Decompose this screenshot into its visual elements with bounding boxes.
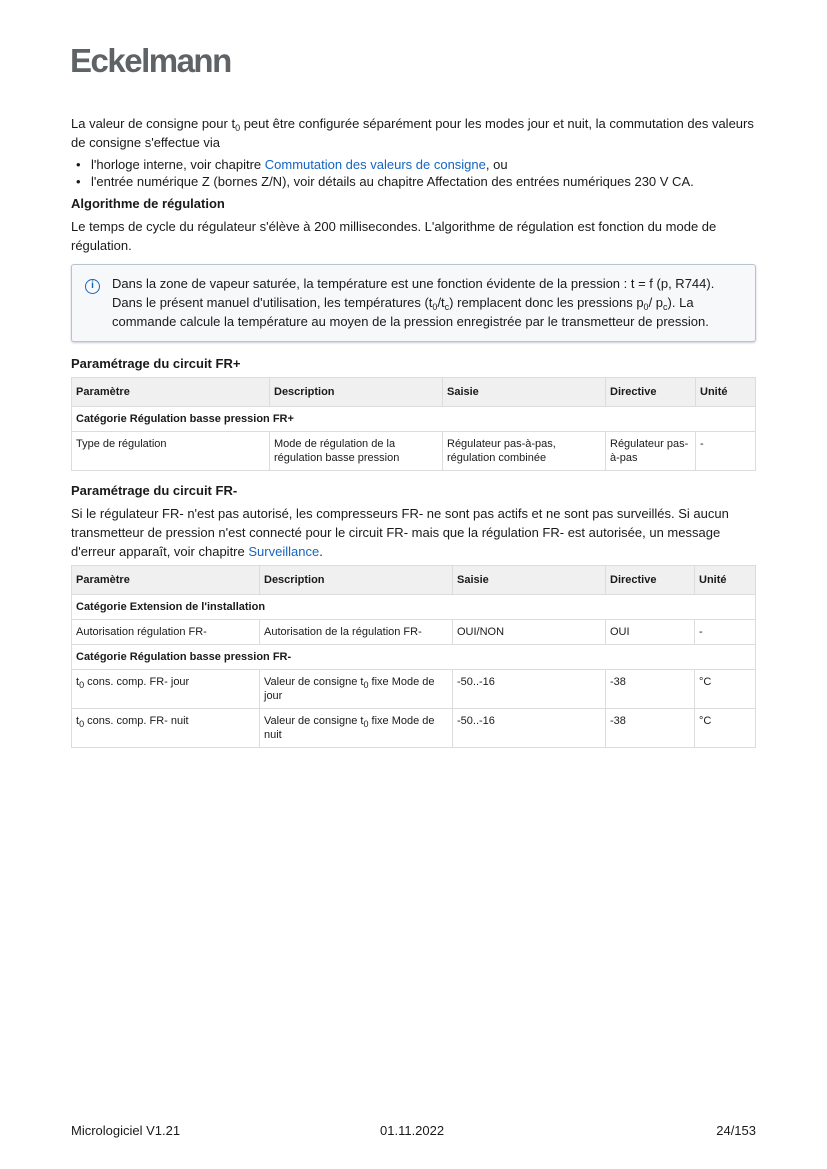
text: La valeur de consigne pour t bbox=[71, 116, 236, 131]
cell: °C bbox=[695, 670, 756, 709]
text: fixe Mode de nuit bbox=[264, 715, 435, 741]
header-cell: Directive bbox=[606, 378, 696, 407]
text: fixe Mode de jour bbox=[264, 676, 435, 702]
link-commutation[interactable]: Commutation des valeurs de consigne bbox=[264, 157, 486, 172]
subscript: 0 bbox=[363, 719, 369, 729]
header-cell: Paramètre bbox=[72, 378, 270, 407]
table-row bbox=[72, 709, 756, 748]
cell: -50..-16 bbox=[453, 709, 606, 748]
list-item bbox=[71, 173, 756, 190]
footer-version: Micrologiciel V1.21 bbox=[71, 1123, 181, 1138]
subscript: 0 bbox=[432, 302, 438, 312]
text: cons. comp. FR- jour bbox=[84, 676, 190, 688]
table-header bbox=[72, 566, 756, 595]
category-cell: Catégorie Extension de l'installation bbox=[72, 595, 756, 620]
section-heading: Paramétrage du circuit FR+ bbox=[71, 356, 241, 371]
algo-paragraph: Le temps de cycle du régulateur s'élève à 200 millisecondes. L'algorithme de régulation est fonction du mode de régulation. bbox=[71, 219, 717, 253]
info-note bbox=[71, 264, 756, 342]
table-row bbox=[72, 670, 756, 709]
text: / p bbox=[648, 295, 664, 310]
category-row bbox=[72, 407, 756, 432]
text: ) remplacent donc les pressions p bbox=[449, 295, 644, 310]
text: Dans la zone de vapeur saturée, la température est une fonction évidente de la pression : t = f (p, R744). Dans le présent manuel d'utilisation, les températures (t bbox=[112, 276, 715, 310]
footer-date: 01.11.2022 bbox=[380, 1123, 445, 1138]
cell: °C bbox=[695, 709, 756, 748]
cell bbox=[72, 670, 260, 709]
text: l'horloge interne, voir chapitre bbox=[91, 157, 265, 172]
subscript: 0 bbox=[79, 680, 85, 690]
cell: Mode de régulation de la régulation basse pression bbox=[270, 432, 443, 471]
cell bbox=[260, 670, 453, 709]
header-cell: Unité bbox=[695, 566, 756, 595]
cell: OUI/NON bbox=[453, 620, 606, 645]
cell bbox=[260, 709, 453, 748]
cell: - bbox=[695, 620, 756, 645]
text: Valeur de consigne t bbox=[264, 676, 364, 688]
cell bbox=[72, 709, 260, 748]
text: ). La commande calcule la température au moyen de la pression enregistrée par le transmetteur de pression. bbox=[112, 295, 709, 329]
header-cell: Paramètre bbox=[72, 566, 260, 595]
cell: -50..-16 bbox=[453, 670, 606, 709]
text: Si le régulateur FR- n'est pas autorisé, les compresseurs FR- ne sont pas actifs et ne sont pas surveillés. Si aucun transmetteur de pression n'est connecté pour le circuit FR- mais que la régulation FR- est autorisée, un message d'erreur apparaît, voir chapitre bbox=[71, 506, 729, 559]
table-header bbox=[72, 378, 756, 407]
text: Valeur de consigne t bbox=[264, 715, 364, 727]
cell: -38 bbox=[606, 670, 695, 709]
fr-plus-table bbox=[71, 377, 756, 471]
link-surveillance[interactable]: Surveillance bbox=[248, 544, 320, 559]
subscript: 0 bbox=[643, 302, 649, 312]
cell: OUI bbox=[606, 620, 695, 645]
subscript: c bbox=[663, 302, 668, 312]
cell: Régulateur pas-à-pas bbox=[606, 432, 696, 471]
header-cell: Description bbox=[270, 378, 443, 407]
list-item bbox=[71, 156, 756, 173]
text: /t bbox=[437, 295, 445, 310]
table-row bbox=[72, 432, 756, 471]
text: , ou bbox=[485, 157, 508, 172]
text: . bbox=[319, 544, 323, 559]
text: peut être configurée séparément pour les modes jour et nuit, la commutation des valeurs de consigne s'effectue via bbox=[71, 116, 754, 150]
cell: Autorisation de la régulation FR- bbox=[260, 620, 453, 645]
cell: -38 bbox=[606, 709, 695, 748]
text: t bbox=[76, 676, 80, 688]
subscript: 0 bbox=[363, 680, 369, 690]
cell: Régulateur pas-à-pas, régulation combinée bbox=[443, 432, 606, 471]
intro-paragraph bbox=[71, 114, 756, 152]
section-heading: Algorithme de régulation bbox=[71, 196, 225, 211]
text: l'entrée numérique Z (bornes Z/N), voir détails au chapitre Affectation des entrées numériques 230 V CA. bbox=[91, 174, 694, 189]
footer-page-number: 24/153 bbox=[716, 1123, 756, 1138]
header-cell: Saisie bbox=[453, 566, 606, 595]
cell: Type de régulation bbox=[72, 432, 270, 471]
text: cons. comp. FR- nuit bbox=[84, 715, 189, 727]
fr-minus-table bbox=[71, 565, 756, 748]
subscript: c bbox=[444, 302, 450, 312]
category-row bbox=[72, 595, 756, 620]
subscript: 0 bbox=[235, 123, 241, 133]
header-cell: Directive bbox=[606, 566, 695, 595]
header-cell: Description bbox=[260, 566, 453, 595]
cell: - bbox=[696, 432, 756, 471]
text: t bbox=[76, 715, 80, 727]
section-heading: Paramétrage du circuit FR- bbox=[71, 483, 238, 498]
header-cell: Unité bbox=[696, 378, 756, 407]
category-cell: Catégorie Régulation basse pression FR+ bbox=[72, 407, 756, 432]
company-logo: Eckelmann bbox=[70, 42, 231, 79]
fr-minus-paragraph bbox=[71, 504, 756, 561]
category-cell: Catégorie Régulation basse pression FR- bbox=[72, 645, 756, 670]
subscript: 0 bbox=[79, 719, 85, 729]
page-content bbox=[71, 114, 756, 758]
header-cell: Saisie bbox=[443, 378, 606, 407]
table-row bbox=[72, 620, 756, 645]
cell: Autorisation régulation FR- bbox=[72, 620, 260, 645]
bullet-list bbox=[71, 156, 756, 190]
category-row bbox=[72, 645, 756, 670]
info-icon: i bbox=[85, 279, 100, 294]
